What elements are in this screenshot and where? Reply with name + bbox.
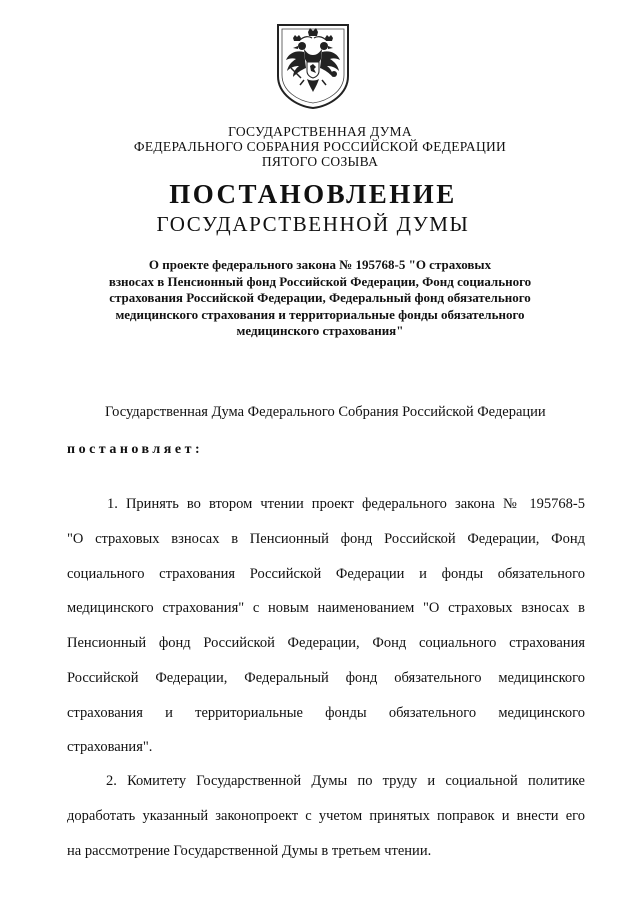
subject-line: медицинского страхования и территориальные фонды обязательного xyxy=(115,306,525,322)
paragraph-line: страхования и территориальные фонды обязательного медицинского xyxy=(67,705,585,721)
subject-line: медицинского страхования" xyxy=(236,323,404,338)
document-subject xyxy=(0,257,640,340)
paragraph-line: медицинского страхования" с новым наименованием "О страховых взносах в xyxy=(67,600,585,616)
issuer-header xyxy=(0,124,640,169)
paragraph-line: "О страховых взносах в Пенсионный фонд Российской Федерации, Фонд xyxy=(67,531,585,547)
preamble: Государственная Дума Федерального Собрания Российской Федерации xyxy=(105,404,546,420)
subject-line: страхования Российской Федерации, Федеральный фонд обязательного xyxy=(109,290,531,305)
paragraph-line: на рассмотрение Государственной Думы в третьем чтении. xyxy=(67,843,432,859)
paragraph-line: Пенсионный фонд Российской Федерации, Фонд социального страхования xyxy=(67,635,585,651)
header-line-1: ГОСУДАРСТВЕННАЯ ДУМА xyxy=(228,124,412,139)
document-subtitle: ГОСУДАРСТВЕННОЙ ДУМЫ xyxy=(156,212,470,236)
paragraph-line: страхования". xyxy=(67,739,153,755)
header-line-3: ПЯТОГО СОЗЫВА xyxy=(261,154,379,169)
subject-line: О проекте федерального закона № 195768-5 "О страховых xyxy=(148,257,492,272)
paragraph-line: 1. Принять во втором чтении проект федерального закона № 195768-5 xyxy=(107,496,585,512)
decree-word: постановляет: xyxy=(67,442,204,457)
header-line-2: ФЕДЕРАЛЬНОГО СОБРАНИЯ РОССИЙСКОЙ ФЕДЕРАЦИИ xyxy=(133,139,507,154)
document-title: ПОСТАНОВЛЕНИЕ xyxy=(169,179,457,209)
subject-line: взносах в Пенсионный фонд Российской Федерации, Фонд социального xyxy=(108,273,532,289)
paragraph-line: доработать указанный законопроект с учетом принятых поправок и внести его xyxy=(67,808,585,824)
paragraph-line: Российской Федерации, Федеральный фонд обязательного медицинского xyxy=(67,670,585,686)
paragraph-line: 2. Комитету Государственной Думы по труду и социальной политике xyxy=(106,773,585,789)
russian-coat-of-arms-icon xyxy=(274,22,352,110)
paragraph-line: социального страхования Российской Федерации и фонды обязательного xyxy=(67,566,585,582)
